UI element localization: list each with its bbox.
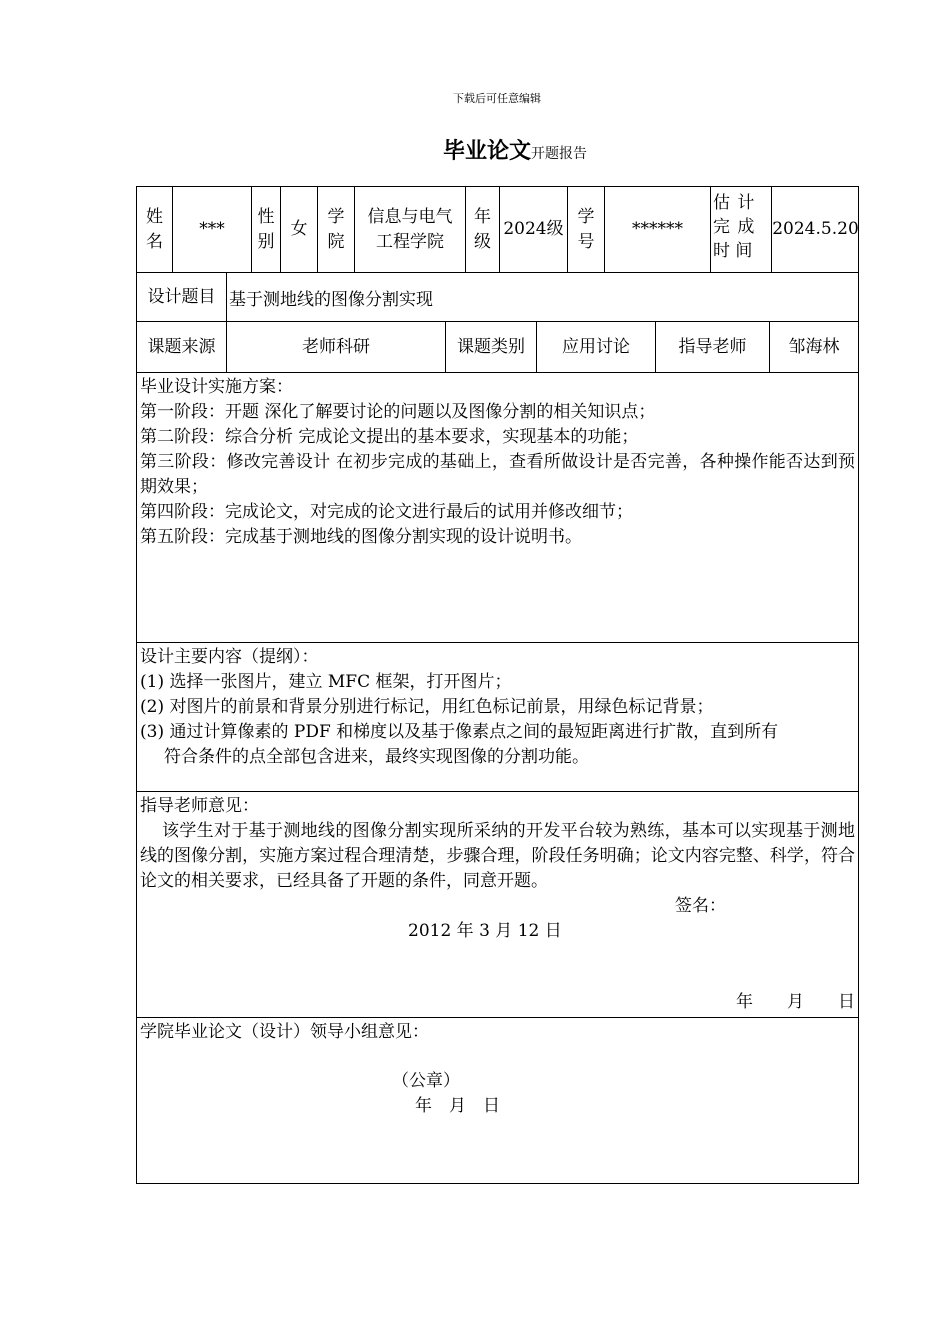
page-title xyxy=(443,134,587,165)
topic-label-cell xyxy=(137,273,227,321)
source-label: 课题来源 xyxy=(147,336,216,357)
plan-heading: 毕业设计实施方案： xyxy=(140,377,293,397)
committee-date-blank: 年 月 日 xyxy=(415,1096,500,1116)
name-value-cell xyxy=(173,187,252,272)
gender-value-cell xyxy=(281,187,318,272)
advisor-heading: 指导老师意见： xyxy=(140,796,259,816)
id-label: 学号 xyxy=(577,206,595,252)
content-section xyxy=(136,642,859,792)
id-label-cell xyxy=(568,187,605,272)
advisor-date-blank: 年 月 日 xyxy=(736,992,855,1012)
grade-label-cell xyxy=(466,187,500,272)
content-item: (3) 通过计算像素的 PDF 和梯度以及基于像素点之间的最短距离进行扩散，直到所有 xyxy=(140,722,779,742)
grade-value: 2024级 xyxy=(503,219,564,240)
type-label-cell xyxy=(446,322,537,372)
advisor-date: 2012 年 3 月 12 日 xyxy=(408,921,562,941)
teacher-value-cell xyxy=(770,322,858,372)
college-label-cell xyxy=(318,187,355,272)
type-label: 课题类别 xyxy=(457,336,525,357)
committee-heading: 学院毕业论文（设计）领导小组意见： xyxy=(140,1022,429,1042)
name-label-cell xyxy=(137,187,173,272)
content-item: 符合条件的点全部包含进来，最终实现图像的分割功能。 xyxy=(164,747,589,767)
source-value: 老师科研 xyxy=(302,336,370,357)
college-value: 信息与电气工程学院 xyxy=(367,206,453,252)
advisor-sign-label: 签名： xyxy=(675,896,726,916)
source-value-cell xyxy=(227,322,446,372)
plan-line: 第三阶段：修改完善设计 在初步完成的基础上，查看所做设计是否完善，各种操作能否达到预期效果； xyxy=(140,452,855,497)
type-value: 应用讨论 xyxy=(562,336,630,357)
row2 xyxy=(136,272,859,322)
finish-label-3: 时 间 xyxy=(713,241,753,261)
finish-value: 2024.5.20 xyxy=(772,219,859,240)
source-label-cell xyxy=(137,322,227,372)
committee-section xyxy=(136,1017,859,1184)
id-value: ****** xyxy=(632,219,683,240)
name-value: *** xyxy=(199,219,225,240)
title-main: 毕业论文 xyxy=(443,139,532,164)
content-heading: 设计主要内容（提纲）： xyxy=(140,647,319,667)
advisor-body: 该学生对于基于测地线的图像分割实现所采纳的开发平台较为熟练，基本可以实现基于测地线的图像分割，实施方案过程合理清楚，步骤合理，阶段任务明确；论文内容完整、科学，符合论文的相关要求，已经具备了开题的条件，同意开题。 xyxy=(140,821,855,891)
content-item: (1) 选择一张图片，建立 MFC 框架，打开图片； xyxy=(140,672,512,692)
plan-line: 第二阶段：综合分析 完成论文提出的基本要求，实现基本的功能； xyxy=(140,427,639,447)
row3 xyxy=(136,321,859,373)
row1 xyxy=(136,186,859,273)
college-label: 学院 xyxy=(327,206,345,252)
teacher-label-cell xyxy=(656,322,770,372)
gender-value: 女 xyxy=(290,219,308,240)
teacher-label: 指导老师 xyxy=(678,336,747,357)
gender-label: 性别 xyxy=(257,206,275,252)
finish-label-2: 完 成 xyxy=(713,217,756,237)
id-value-cell xyxy=(605,187,711,272)
college-value-cell xyxy=(355,187,466,272)
grade-label: 年级 xyxy=(474,206,491,252)
finish-label-1: 估 计 xyxy=(713,193,756,213)
plan-line: 第五阶段：完成基于测地线的图像分割实现的设计说明书。 xyxy=(140,527,582,547)
topic-value: 基于测地线的图像分割实现 xyxy=(229,289,433,310)
teacher-value: 邹海林 xyxy=(788,336,840,357)
title-sub: 开题报告 xyxy=(531,146,588,162)
finish-label-cell xyxy=(711,187,772,272)
content-item: (2) 对图片的前景和背景分别进行标记，用红色标记前景，用绿色标记背景； xyxy=(140,697,714,717)
committee-seal: （公章） xyxy=(392,1071,460,1091)
grade-value-cell xyxy=(500,187,568,272)
plan-section xyxy=(136,372,859,643)
topic-label: 设计题目 xyxy=(147,286,216,307)
finish-value-cell xyxy=(773,187,858,272)
type-value-cell xyxy=(537,322,656,372)
advisor-section xyxy=(136,791,859,1018)
plan-line: 第一阶段：开题 深化了解要讨论的问题以及图像分割的相关知识点； xyxy=(140,402,656,422)
header-note: 下载后可任意编辑 xyxy=(453,92,541,105)
plan-line: 第四阶段：完成论文，对完成的论文进行最后的试用并修改细节； xyxy=(140,502,633,522)
gender-label-cell xyxy=(252,187,281,272)
name-label: 姓名 xyxy=(146,206,163,252)
topic-value-cell xyxy=(229,273,433,321)
